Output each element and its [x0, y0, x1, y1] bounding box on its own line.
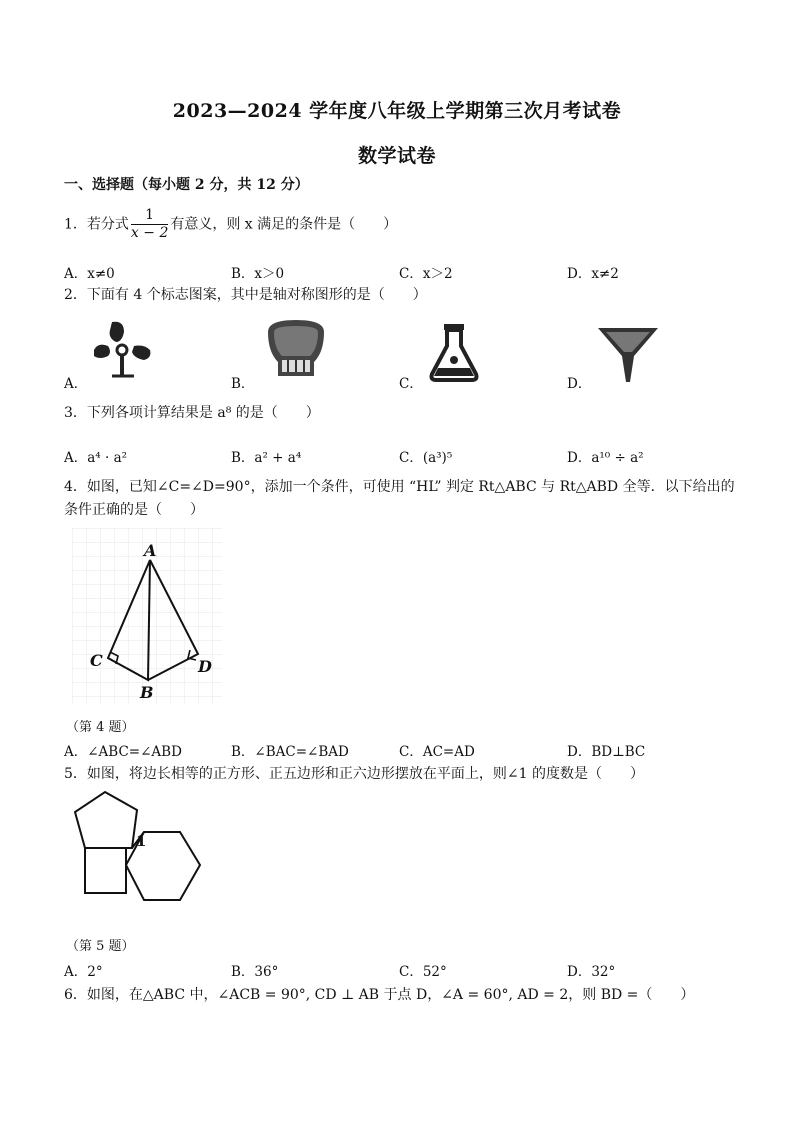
q1-suffix: 有意义，则 x 满足的条件是（ ）	[170, 216, 398, 233]
q4-option-c: C．AC=AD	[399, 744, 475, 760]
q3-option-a: A．a⁴ · a²	[64, 450, 128, 466]
exam-subtitle: 数学试卷	[357, 145, 436, 167]
q1-option-b: B．x＞0	[231, 266, 285, 282]
q3-option-c: C．(a³)⁵	[399, 450, 453, 466]
q4-label-a: A	[144, 541, 157, 560]
question-1	[64, 207, 397, 242]
q5-option-d: D．32°	[567, 964, 616, 980]
q1-option-d: D．x≠2	[567, 266, 619, 282]
q3-option-b: B．a² + a⁴	[231, 450, 302, 466]
q5-option-b: B．36°	[231, 964, 279, 980]
q5-polygon-figure	[68, 790, 208, 922]
q4-triangle-figure	[72, 528, 222, 704]
section-heading: 一、选择题（每小题 2 分，共 12 分）	[64, 177, 309, 193]
q4-option-d: D．BD⊥BC	[567, 744, 646, 760]
q2-option-c: C．	[399, 376, 423, 392]
q1-option-a: A．x≠0	[64, 266, 115, 282]
q5-option-a: A．2°	[64, 964, 103, 980]
q1-option-c: C．x＞2	[399, 266, 453, 282]
question-2: 2．下面有 4 个标志图案，其中是轴对称图形的是（ ）	[64, 287, 427, 303]
question-4-line-2: 条件正确的是（ ）	[64, 502, 204, 518]
question-5: 5．如图，将边长相等的正方形、正五边形和正六边形摆放在平面上，则∠1 的度数是（ ）	[64, 766, 644, 782]
q4-label-b: B	[140, 683, 154, 702]
q3-option-d: D．a¹⁰ ÷ a²	[567, 450, 644, 466]
q2-option-a: A．	[64, 376, 88, 392]
funnel-logo-icon	[596, 326, 660, 384]
q5-angle-label: 1	[136, 832, 147, 850]
q4-option-a: A．∠ABC=∠ABD	[64, 744, 182, 760]
exam-title: 2023—2024 学年度八年级上学期第三次月考试卷	[172, 100, 622, 122]
q4-caption: （第 4 题）	[66, 720, 135, 735]
q1-prefix: 1．若分式	[64, 216, 129, 233]
pinwheel-logo-icon	[88, 318, 160, 384]
question-4-line-1: 4．如图，已知∠C=∠D=90°，添加一个条件，可使用 “HL” 判定 Rt△ABC 与 Rt△ABD 全等．以下给出的	[64, 479, 735, 495]
q1-frac-den: x − 2	[130, 225, 169, 241]
q4-label-c: C	[90, 651, 103, 670]
q1-fraction	[131, 207, 168, 242]
q5-option-c: C．52°	[399, 964, 447, 980]
q2-option-d: D．	[567, 376, 592, 392]
shield-logo-icon	[262, 318, 330, 380]
q2-option-b: B．	[231, 376, 255, 392]
flask-logo-icon	[428, 322, 480, 384]
q1-frac-num: 1	[131, 207, 168, 225]
q4-option-b: B．∠BAC=∠BAD	[231, 744, 349, 760]
q4-label-d: D	[198, 657, 212, 676]
q5-caption: （第 5 题）	[66, 939, 135, 954]
question-6: 6．如图，在△ABC 中，∠ACB = 90°, CD ⊥ AB 于点 D，∠A = 60°, AD = 2，则 BD =（ ）	[64, 987, 695, 1003]
question-3: 3．下列各项计算结果是 a⁸ 的是（ ）	[64, 405, 320, 421]
